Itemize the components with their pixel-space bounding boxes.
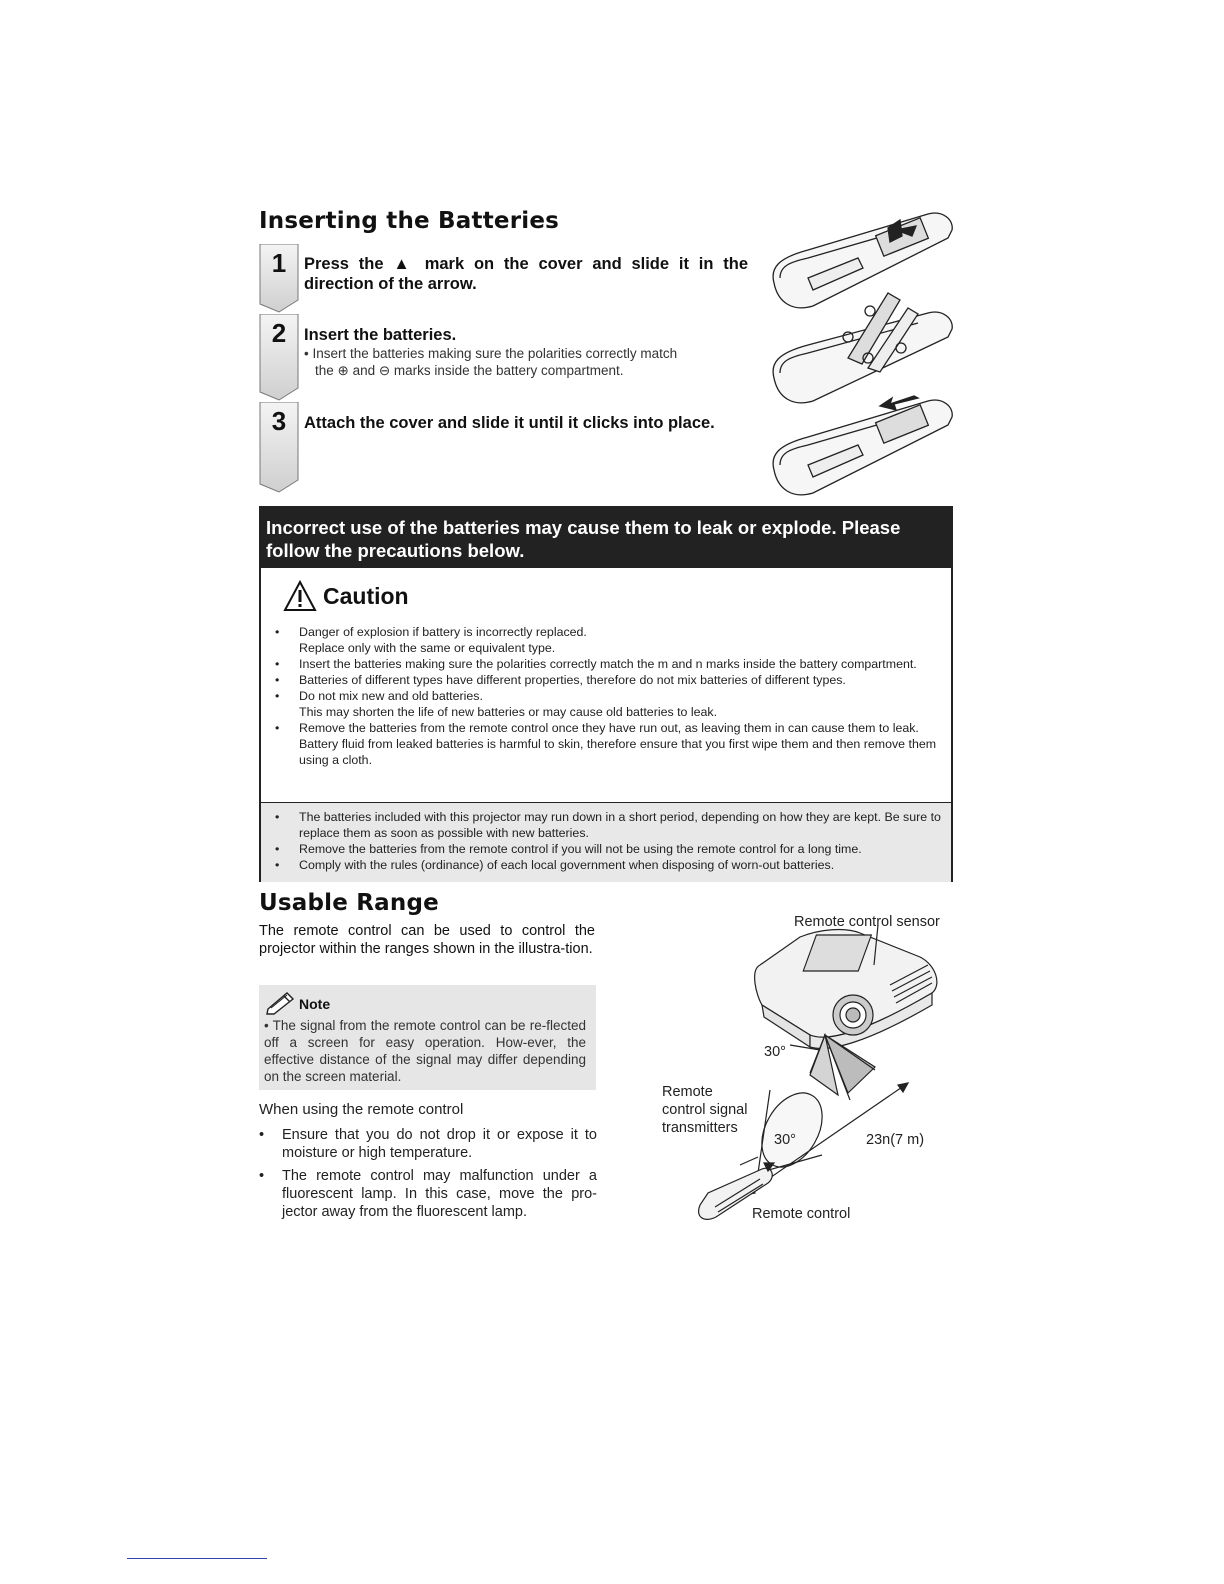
distance-label: 23n(7 m) (866, 1132, 925, 1148)
step-3-title: Attach the cover and slide it until it clicks into place. (304, 414, 715, 432)
transmitter-angle-label: 30° (774, 1132, 796, 1148)
step-3-tab (259, 402, 299, 494)
transmitter-label-line3: transmitters (662, 1120, 738, 1136)
note-box (259, 985, 596, 1090)
step-1-tab (259, 244, 299, 314)
step-1-number: 1 (271, 248, 287, 278)
transmitter-label-line2: control signal (662, 1102, 748, 1118)
when-using-item (259, 1167, 597, 1221)
range-paragraph: The remote control can be used to control the projector within the ranges shown in the illustra-tion. (259, 923, 595, 957)
caution-title: Caution (323, 582, 409, 609)
info-item (275, 841, 941, 857)
when-using-list (259, 1126, 597, 1226)
caution-item (275, 688, 947, 720)
sensor-angle-label: 30° (764, 1044, 786, 1060)
transmitter-label-line1: Remote (662, 1084, 713, 1100)
bullet-dot: • (275, 689, 280, 703)
caution-text: Danger of explosion if battery is incorrectly replaced. Replace only with the same or equivalent type. (299, 625, 587, 655)
pencil-note-icon (265, 989, 297, 1015)
bullet-dot: • (259, 1127, 265, 1143)
caution-text: Remove the batteries from the remote control once they have run out, as leaving them in can cause them to leak. Battery fluid from leaked batteries is harmful to skin, therefore ensure that you first wipe them and then remove them using a cloth. (299, 721, 937, 767)
section-title-batteries: Inserting the Batteries (259, 208, 560, 234)
caution-heading (283, 580, 409, 612)
caution-text: Insert the batteries making sure the polarities correctly match the m and n marks inside the battery compartment. (299, 657, 917, 671)
warning-triangle-icon (283, 580, 317, 612)
usable-range-diagram (660, 925, 960, 1230)
caution-item (275, 656, 947, 672)
step-3-number: 3 (271, 406, 287, 436)
info-item (275, 857, 941, 873)
bullet-dot: • (275, 657, 280, 671)
info-text: Remove the batteries from the remote control if you will not be using the remote control for a long time. (299, 842, 862, 856)
note-text: • The signal from the remote control can be re-flected off a screen for easy operation. How-ever, the effective distance of the signal may differ depending on the screen material. (264, 1018, 586, 1084)
caution-item (275, 672, 947, 688)
when-using-item (259, 1126, 597, 1162)
caution-item (275, 720, 947, 768)
info-item (275, 809, 941, 841)
when-using-text: Ensure that you do not drop it or expose it to moisture or high temperature. (282, 1127, 597, 1161)
section-title-usable-range: Usable Range (259, 890, 439, 916)
caution-list (275, 624, 947, 768)
when-using-text: The remote control may malfunction under a fluorescent lamp. In this case, move the pro-jector away from the fluorescent lamp. (282, 1168, 597, 1220)
battery-warning-box (259, 506, 953, 882)
bullet-dot: • (275, 842, 280, 856)
bullet-dot: • (275, 858, 280, 872)
when-using-title: When using the remote control (259, 1101, 464, 1118)
battery-insertion-illustration (768, 208, 958, 498)
bullet-dot: • (275, 625, 280, 639)
info-text: The batteries included with this projector may run down in a short period, depending on how they are kept. Be sure to replace them as soon as possible with new batteries. (299, 810, 941, 840)
info-text: Comply with the rules (ordinance) of each local government when disposing of worn-out batteries. (299, 858, 835, 872)
step-2-tab (259, 314, 299, 402)
bullet-dot: • (275, 673, 280, 687)
remote-control-sensor-label: Remote control sensor (794, 914, 940, 930)
bullet-dot: • (259, 1168, 265, 1184)
step-2-desc-line2: the ⊕ and ⊖ marks inside the battery compartment. (315, 363, 624, 378)
remote-control-label: Remote control (752, 1206, 851, 1222)
step-1-title: Press the ▲ mark on the cover and slide it in the direction of the arrow. (304, 255, 748, 293)
info-list (261, 802, 951, 882)
caution-item (275, 624, 947, 656)
caution-text: Batteries of different types have different properties, therefore do not mix batteries of different types. (299, 673, 846, 687)
caution-text: Do not mix new and old batteries. This may shorten the life of new batteries or may cause old batteries to leak. (299, 689, 718, 719)
step-2-desc-line1: • Insert the batteries making sure the polarities correctly match (304, 346, 678, 361)
warning-header: Incorrect use of the batteries may cause them to leak or explode. Please follow the precautions below. (261, 508, 951, 568)
bullet-dot: • (275, 721, 280, 735)
step-2-number: 2 (271, 318, 287, 348)
footer-rule (127, 1558, 267, 1559)
bullet-dot: • (275, 810, 280, 824)
note-title: Note (299, 996, 331, 1012)
step-2-title: Insert the batteries. (304, 326, 457, 344)
